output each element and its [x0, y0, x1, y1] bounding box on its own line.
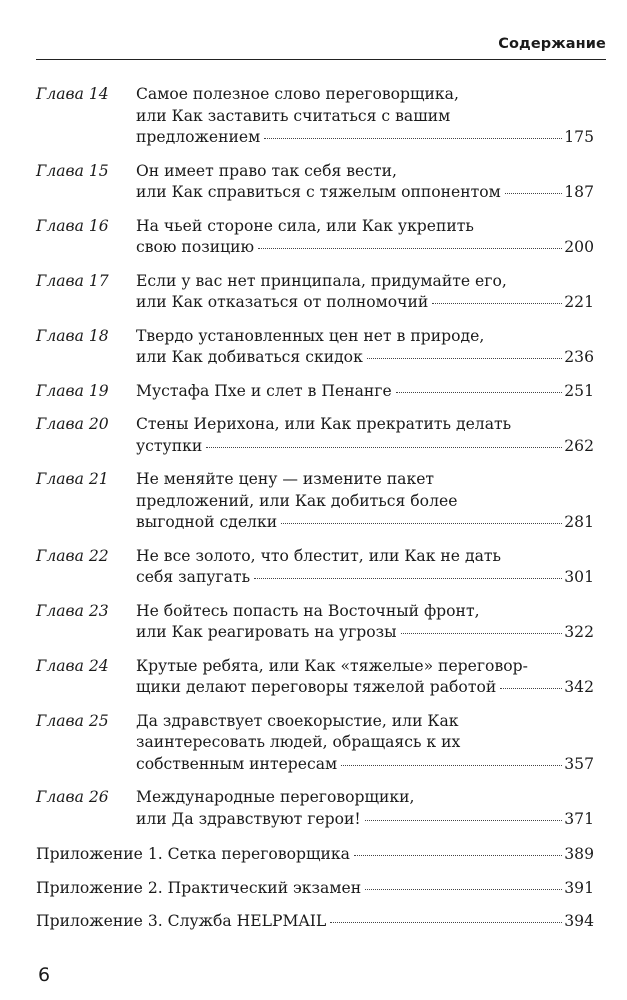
chapter-title-line: выгодной сделки: [136, 513, 278, 531]
toc-entry[interactable]: [36, 469, 594, 534]
chapter-title: [136, 787, 594, 830]
appendix-title: Приложение 1. Сетка переговорщика: [36, 845, 350, 863]
chapter-title-line: Не меняйте цену — измените пакет: [136, 470, 435, 488]
page-ref: 221: [564, 293, 594, 311]
page-ref: 281: [564, 513, 594, 531]
chapter-title-line: Твердо установленных цен нет в природе,: [136, 326, 485, 345]
page-ref: 357: [564, 754, 594, 773]
running-header: Содержание: [498, 36, 606, 52]
page-number: 6: [38, 964, 51, 986]
appendix-title: Приложение 3. Служба HELPMAIL: [36, 912, 327, 930]
dot-leader: [330, 922, 562, 923]
appendix-entry[interactable]: [36, 878, 594, 900]
page-ref: 322: [564, 623, 594, 641]
toc-entry[interactable]: [36, 656, 594, 699]
chapter-title-line: уступки: [136, 436, 203, 455]
dot-leader: [505, 193, 562, 194]
toc-entry[interactable]: [36, 601, 594, 644]
chapter-label: Глава 26: [36, 788, 109, 806]
chapter-title-last-line: [136, 754, 594, 776]
chapter-label: Глава 25: [36, 711, 109, 730]
page-ref: 187: [564, 183, 594, 201]
chapter-title: [136, 271, 594, 314]
chapter-title-last-line: [136, 292, 594, 314]
chapter-title-line: или Да здравствуют герои!: [136, 809, 361, 828]
chapter-title-line: Не бойтесь попасть на Восточный фронт,: [136, 601, 480, 620]
chapter-label: Глава 14: [36, 85, 109, 103]
dot-leader: [365, 889, 562, 890]
chapter-title-last-line: [136, 622, 594, 644]
page-ref: 251: [564, 381, 594, 400]
toc-entry[interactable]: [36, 546, 594, 589]
dot-leader: [206, 447, 562, 448]
dot-leader: [354, 855, 562, 856]
dot-leader: [264, 138, 562, 139]
dot-leader: [401, 633, 563, 634]
toc-entry[interactable]: [36, 216, 594, 259]
chapter-title-last-line: [136, 809, 594, 831]
chapter-label: Глава 17: [36, 271, 109, 290]
chapter-title-line: или Как справиться с тяжелым оппонентом: [136, 183, 501, 201]
chapter-title-line: Если у вас нет принципала, придумайте его,: [136, 271, 507, 290]
chapter-label: Глава 23: [36, 601, 109, 620]
chapter-title: [136, 84, 594, 149]
chapter-label: Глава 22: [36, 546, 109, 565]
dot-leader: [254, 578, 562, 579]
toc-entry[interactable]: [36, 326, 594, 369]
page-ref: 394: [564, 912, 594, 930]
chapter-title: [136, 216, 594, 259]
appendix-title: Приложение 2. Практический экзамен: [36, 878, 362, 897]
toc-entry[interactable]: [36, 271, 594, 314]
chapter-label: Глава 15: [36, 161, 109, 180]
chapter-title-last-line: [136, 127, 594, 149]
chapter-title-last-line: [136, 677, 594, 699]
chapter-title-line: Мустафа Пхе и слет в Пенанге: [136, 381, 392, 400]
dot-leader: [367, 358, 562, 359]
chapter-label: Глава 21: [36, 470, 109, 488]
chapter-title-line: Международные переговорщики,: [136, 788, 415, 806]
header-rule: [36, 59, 606, 60]
chapter-label: Глава 18: [36, 326, 109, 345]
chapter-title: [136, 326, 594, 369]
chapter-title-last-line: [136, 182, 594, 204]
page-ref: 301: [564, 568, 594, 586]
toc-entry[interactable]: [36, 84, 594, 149]
chapter-title: [136, 381, 594, 403]
dot-leader: [500, 688, 562, 689]
chapter-title-line: собственным интересам: [136, 754, 338, 773]
page-ref: 200: [564, 238, 594, 256]
toc-entry[interactable]: [36, 161, 594, 204]
dot-leader: [341, 765, 562, 766]
chapter-title-last-line: [136, 347, 594, 369]
page-ref: 391: [564, 878, 594, 897]
chapter-title-line: свою позицию: [136, 238, 255, 256]
chapter-title-last-line: [136, 381, 594, 403]
chapter-title-line: или Как отказаться от полномочий: [136, 293, 429, 311]
chapter-title: [136, 469, 594, 534]
chapter-label: Глава 20: [36, 415, 109, 433]
appendix-entry[interactable]: [36, 844, 594, 866]
chapter-label: Глава 16: [36, 216, 109, 235]
dot-leader: [432, 303, 562, 304]
chapter-title-line: Самое полезное слово переговорщика,: [136, 85, 459, 103]
dot-leader: [258, 248, 562, 249]
page-ref: 175: [564, 128, 594, 146]
chapter-title: [136, 601, 594, 644]
chapter-title-line: себя запугать: [136, 568, 251, 586]
chapter-title-line: щики делают переговоры тяжелой работой: [136, 678, 497, 696]
chapter-title-line: предложением: [136, 128, 261, 146]
chapter-title: [136, 161, 594, 204]
dot-leader: [281, 523, 562, 524]
dot-leader: [365, 820, 563, 821]
chapter-title-line: или Как реагировать на угрозы: [136, 623, 397, 641]
chapter-title-line: или Как заставить считаться с вашим: [136, 106, 451, 125]
chapter-title-last-line: [136, 512, 594, 534]
toc-entry[interactable]: [36, 787, 594, 830]
chapter-title-line: Да здравствует своекорыстие, или Как: [136, 711, 459, 730]
page-ref: 389: [564, 845, 594, 863]
toc-entry[interactable]: [36, 414, 594, 457]
chapter-title: [136, 414, 594, 457]
table-of-contents: [36, 84, 594, 945]
chapter-label: Глава 19: [36, 381, 109, 400]
appendix-entry[interactable]: [36, 911, 594, 933]
chapter-title-last-line: [136, 436, 594, 458]
chapter-title-line: или Как добиваться скидок: [136, 348, 363, 366]
chapter-title: [136, 711, 594, 776]
chapter-title-line: Не все золото, что блестит, или Как не дать: [136, 546, 502, 565]
toc-entry[interactable]: [36, 381, 594, 403]
dot-leader: [396, 392, 563, 393]
page-ref: 236: [564, 348, 594, 366]
chapter-title-line: Стены Иерихона, или Как прекратить делать: [136, 415, 512, 433]
chapter-title-line: заинтересовать людей, обращаясь к их: [136, 733, 461, 751]
page-ref: 371: [564, 809, 594, 828]
chapter-title-last-line: [136, 567, 594, 589]
chapter-title: [136, 656, 594, 699]
page-ref: 262: [564, 436, 594, 455]
chapter-title: [136, 546, 594, 589]
chapter-label: Глава 24: [36, 656, 109, 675]
chapter-title-line: Он имеет право так себя вести,: [136, 161, 397, 180]
chapter-title-line: предложений, или Как добиться более: [136, 491, 458, 510]
toc-entry[interactable]: [36, 711, 594, 776]
chapter-title-last-line: [136, 237, 594, 259]
page-ref: 342: [564, 678, 594, 696]
chapter-title-line: На чьей стороне сила, или Как укрепить: [136, 216, 474, 235]
chapter-title-line: Крутые ребята, или Как «тяжелые» переговор-: [136, 656, 528, 675]
